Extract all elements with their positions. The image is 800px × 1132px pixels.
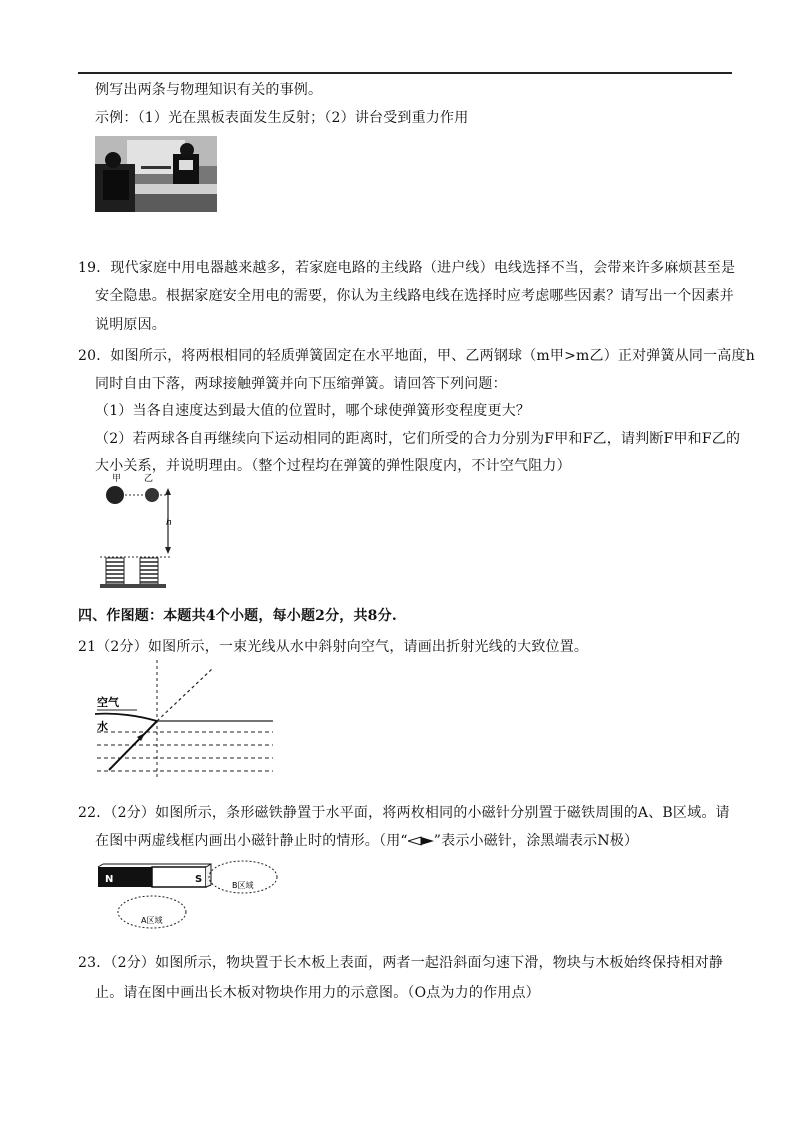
spring-right: [140, 558, 158, 584]
item19-line3: 说明原因。: [95, 317, 166, 333]
spring-left: [106, 558, 124, 584]
ball-yi-label: 乙: [144, 474, 154, 484]
springs-balls-figure: [100, 470, 180, 590]
magnet-s-label: S: [195, 874, 203, 885]
ground: [100, 584, 166, 588]
item22-line2: [95, 831, 638, 851]
item22-line2-tail: ”表示小磁针，涂黑端表示N极）: [433, 833, 639, 849]
item20-sub2: （2）若两球各自再继续向下运动相同的距离时，它们所受的合力分别为F甲和F乙，请判断F甲和F乙的: [95, 431, 741, 447]
magnet-figure: [95, 855, 295, 935]
extension-dashed: [157, 668, 213, 721]
region-b-label: B区域: [232, 881, 254, 890]
item20-sub2b: 大小关系，并说明理由。（整个过程均在弹簧的弹性限度内，不计空气阻力）: [95, 458, 571, 474]
item22-line1: 22．（2分）如图所示，条形磁铁静置于水平面，将两枚相同的小磁针分别置于磁铁周围的A、B区域。请: [78, 805, 730, 821]
bar-magnet: [98, 864, 211, 887]
water-label: 水: [97, 720, 108, 733]
ball-jia-label: 甲: [112, 474, 122, 484]
item20-line1: 20．如图所示，将两根相同的轻质弹簧固定在水平地面，甲、乙两钢球（m甲>m乙）正对弹簧从同一高度h: [78, 348, 755, 364]
region-a-label: A区域: [141, 916, 163, 925]
item20-line2: 同时自由下落，两球接触弹簧并向下压缩弹簧。请回答下列问题：: [95, 376, 507, 392]
ball-yi: [145, 488, 159, 502]
top-rule: [78, 72, 732, 74]
item20-sub1: （1）当各自速度达到最大值的位置时，哪个球使弹簧形变程度更大？: [95, 403, 531, 419]
height-label: h: [166, 518, 172, 528]
classroom-photo: [95, 136, 217, 212]
section4-heading: 四、作图题：本题共4个小题，每小题2分，共8分.: [78, 608, 397, 624]
needle-icon: [408, 835, 434, 847]
item18-example: 示例：（1）光在黑板表面发生反射；（2）讲台受到重力作用: [95, 110, 469, 126]
item22-line2-text: 在图中两虚线框内画出小磁针静止时的情形。（用“: [95, 833, 408, 849]
air-label: 空气: [97, 696, 119, 709]
item23-line1: 23．（2分）如图所示，物块置于长木板上表面，两者一起沿斜面匀速下滑，物块与木板始终保持相对静: [78, 955, 724, 971]
refraction-figure: [95, 660, 275, 780]
item21-line1: 21（2分）如图所示，一束光线从水中斜射向空气，请画出折射光线的大致位置。: [78, 639, 589, 655]
item18-text: 例写出两条与物理知识有关的事例。: [95, 82, 323, 98]
ball-jia: [106, 486, 124, 504]
magnet-n-label: N: [105, 874, 114, 885]
item19-line1: 19．现代家庭中用电器越来越多，若家庭电路的主线路（进户线）电线选择不当，会带来许多麻烦甚至是: [78, 260, 736, 276]
item19-line2: 安全隐患。根据家庭安全用电的需要，你认为主线路电线在选择时应考虑哪些因素？请写出一个因素并: [95, 288, 734, 304]
item23-line2: 止。请在图中画出长木板对物块作用力的示意图。（O点为力的作用点）: [95, 985, 540, 1001]
